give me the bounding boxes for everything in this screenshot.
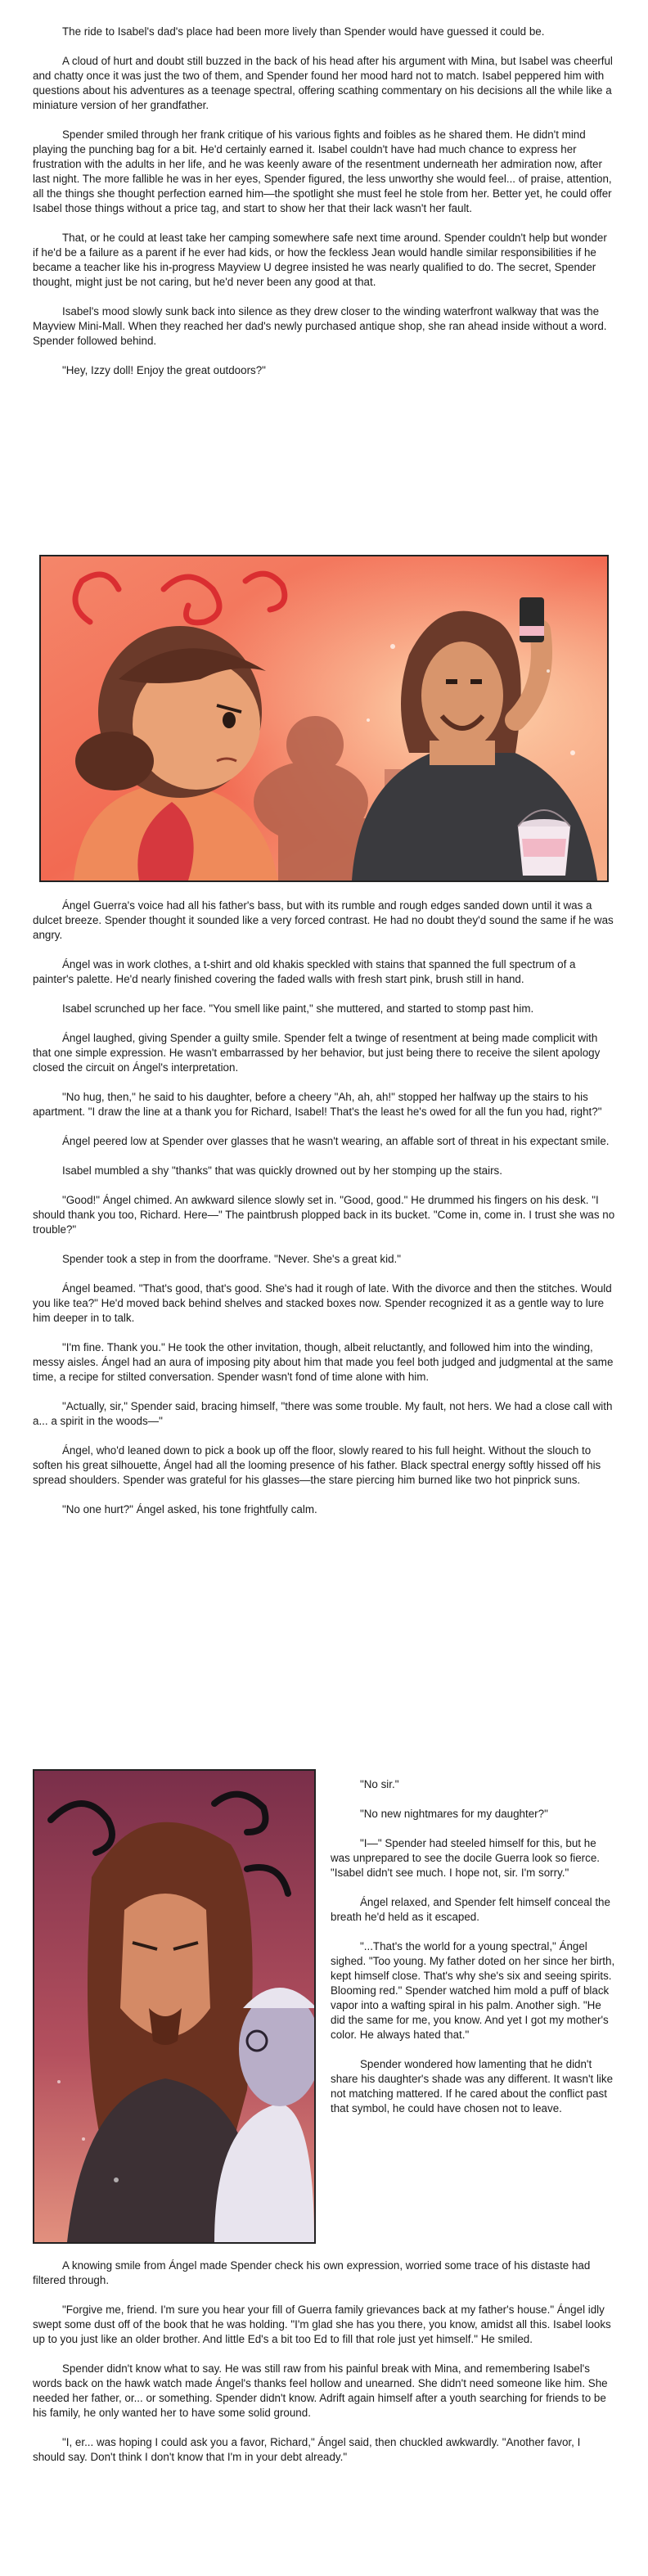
paragraph: Ángel was in work clothes, a t-shirt and old khakis speckled with stains that spanned the full spectrum of a painter's palette. He'd nearly finished covering the faded walls with fresh start pink, brush still in hand. — [33, 958, 576, 985]
paragraph: Ángel laughed, giving Spender a guilty smile. Spender felt a twinge of resentment at being made complicit with that one simple expression. He wasn't embarrassed by her behavior, but just being there to receive the silent apology closed the circuit on Ángel's interpretation. — [33, 1032, 601, 1074]
story-text-section-1 — [33, 25, 615, 378]
paragraph: "Forgive me, friend. I'm sure you hear your fill of Guerra family grievances back at my father's house." Ángel idly swept some dust off of the book that he was holding. "I'm glad she has you there, you know, amidst all this. Isabel looks up to you just like an older brother. And little Ed's a bit too Ed to fill that role just yet himself." He smiled. — [33, 2304, 611, 2345]
paragraph: "No new nightmares for my daughter?" — [360, 1808, 548, 1820]
paragraph: The ride to Isabel's dad's place had been more lively than Spender would have guessed it could be. — [62, 25, 545, 38]
paragraph: "...That's the world for a young spectral," Ángel sighed. "Too young. My father doted on her since her birth, kept himself close. That's why she's six and seeing spirits. Blooming red." Spender watched him mold a puff of black vapor into a wafting spiral in his palm. Another sigh. "He did the same for me, you know. And yet I got my mother's color. He always hated that." — [331, 1940, 615, 2041]
comic-panel-angel-closeup — [33, 1769, 316, 2244]
illustration-panel-2 — [34, 1771, 314, 2242]
paragraph: Isabel's mood slowly sunk back into silence as they drew closer to the winding waterfront walkway that was the Mayview Mini-Mall. When they reached her dad's newly purchased antique shop, she ran ahead inside without a word. Spender followed behind. — [33, 305, 607, 347]
story-text-section-3 — [331, 1777, 619, 2131]
paragraph: "I, er... was hoping I could ask you a favor, Richard," Ángel said, then chuckled awkwardly. "Another favor, I should say. Don't think I don't know that I'm in your debt already." — [33, 2436, 581, 2463]
paragraph: A cloud of hurt and doubt still buzzed in the back of his head after his argument with Mina, but Isabel was cheerful and chatty once it was just the two of them, and Spender found her mood hard not to match. Isabel peppered him with questions about his adventures as a teenage spectral, offering scathing commentary on his decisions all the while like a miniature version of her grandfather. — [33, 55, 613, 111]
paragraph: Spender didn't know what to say. He was still raw from his painful break with Mina, and remembering Isabel's words back on the hawk watch made Ángel's thanks feel hollow and unearned. She didn't need someone like him. She needed her father, or... or something. Spender didn't know. Adrift again himself after a youth searching for friends to be his family, he only wanted her to have some solid ground. — [33, 2362, 608, 2419]
paragraph: "No hug, then," he said to his daughter, before a cheery "Ah, ah, ah!" stopped her halfway up the stairs to his apartment. "I draw the line at a thank you for Richard, Isabel! That's the least he's owed for all the fun you had, right?" — [33, 1091, 602, 1118]
paragraph: Spender took a step in from the doorframe. "Never. She's a great kid." — [62, 1253, 401, 1265]
illustration-panel-1 — [41, 556, 607, 880]
paragraph: "No one hurt?" Ángel asked, his tone frightfully calm. — [62, 1503, 317, 1515]
story-text-section-2 — [33, 898, 615, 1517]
paragraph: "Hey, Izzy doll! Enjoy the great outdoors?" — [62, 364, 266, 376]
story-text-section-4 — [33, 2259, 615, 2465]
paragraph: "Good!" Ángel chimed. An awkward silence slowly set in. "Good, good." He drummed his fingers on his desk. "I should thank you too, Richard. Here—" The paintbrush plopped back in its bucket. "Come in, come in. I trust she was no trouble?" — [33, 1194, 615, 1236]
paragraph: "No sir." — [360, 1778, 399, 1790]
paragraph: Ángel peered low at Spender over glasses that he wasn't wearing, an affable sort of threat in his expectant smile. — [62, 1135, 610, 1147]
paragraph: Ángel beamed. "That's good, that's good. She's had it rough of late. With the divorce and then the stitches. Would you like tea?" He'd moved back behind shelves and stacked boxes now. Spender recognized it as a gentle way to lure him deeper in to talk. — [33, 1282, 612, 1324]
paragraph: Spender smiled through her frank critique of his various fights and foibles as he shared them. He didn't mind playing the punching bag for a bit. He'd certainly earned it. Isabel couldn't have had much chance to express her frustration with the adults in her life, and he was keenly aware of the resentment underneath her admiration now, after last night. The more fallible he was in her eyes, Spender figured, the less unworthy she would feel... of praise, attention, all the things she thought perfection earned him—the spotlight she must feel he stole from her. Better yet, he could offer Isabel those things without a price tag, and start to show her that their lack wasn't her fault. — [33, 128, 612, 214]
comic-panel-angel-paintbrush — [39, 555, 609, 882]
paragraph: "I—" Spender had steeled himself for this, but he was unprepared to see the docile Guerra look so fierce. "Isabel didn't see much. I hope not, sir. I'm sorry." — [331, 1837, 600, 1879]
paragraph: Isabel scrunched up her face. "You smell like paint," she muttered, and started to stomp past him. — [62, 1002, 534, 1015]
paragraph: Spender wondered how lamenting that he didn't share his daughter's shade was any different. It wasn't like not matching mattered. If he cared about the conflict past that symbol, he could have chosen not to leave. — [331, 2058, 614, 2114]
paragraph: "I'm fine. Thank you." He took the other invitation, though, albeit reluctantly, and followed him into the winding, messy aisles. Ángel had an aura of imposing pity about him that made you feel both judged and judgmental at the same time, a recipe for stilted conversation. Spender wasn't fond of time alone with him. — [33, 1341, 614, 1383]
paragraph: A knowing smile from Ángel made Spender check his own expression, worried some trace of his distaste had filtered through. — [33, 2259, 591, 2286]
paragraph: That, or he could at least take her camping somewhere safe next time around. Spender couldn't help but wonder if he'd be a failure as a parent if he ever had kids, or how the feckless Jean would handle similar responsibilities if he became a teacher like his in-progress Mayview U degree insisted he was nearly qualified to do. The secret, Spender thought, might just be not caring, but he'd never been any good at that. — [33, 232, 607, 288]
paragraph: Ángel, who'd leaned down to pick a book up off the floor, slowly reared to his full height. Without the slouch to soften his great silhouette, Ángel had all the looming presence of his father. Black spectral energy softly hissed off his spread shoulders. Spender was grateful for his glasses—the stare piercing him burned like two hot pinprick suns. — [33, 1444, 601, 1486]
paragraph: Ángel Guerra's voice had all his father's bass, but with its rumble and rough edges sanded down until it was a dulcet breeze. Spender thought it sounded like a very forced contrast. He had no doubt they'd sound the same if he was angry. — [33, 899, 614, 941]
paragraph: "Actually, sir," Spender said, bracing himself, "there was some trouble. My fault, not hers. We had a close call with a... a spirit in the woods—" — [33, 1400, 613, 1427]
paragraph: Ángel relaxed, and Spender felt himself conceal the breath he'd held as it escaped. — [331, 1896, 610, 1923]
paragraph: Isabel mumbled a shy "thanks" that was quickly drowned out by her stomping up the stairs. — [62, 1164, 502, 1177]
